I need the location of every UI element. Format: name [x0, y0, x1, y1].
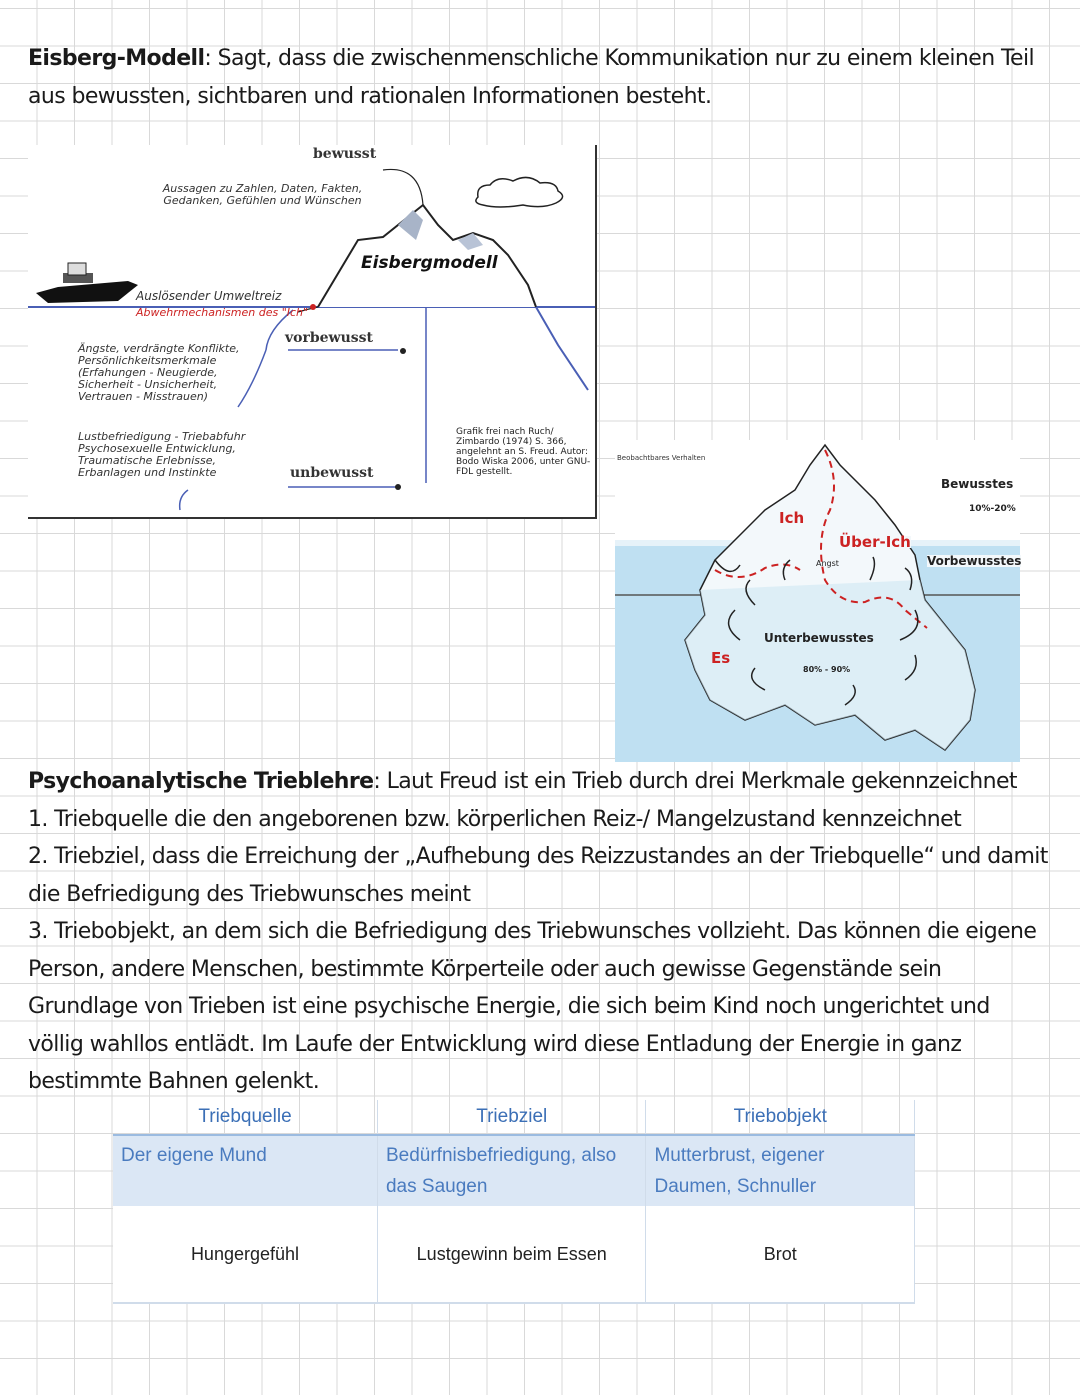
table-cell: Mutterbrust, eigener Daumen, Schnuller [646, 1135, 915, 1206]
trieblehre-item-2: 2. Triebziel, dass die Erreichung der „Aufhebung des Reizzustandes an der Triebquelle“ und damit die Befriedigung des Triebwunsches meint [28, 844, 1048, 907]
trieblehre-closing: Grundlage von Trieben ist eine psychische Energie, die sich beim Kind noch ungerichtet und völlig wahllos entlädt. Im Laufe der Entwicklung wird diese Entladung der Energie in ganz bestimmte Bahnen gelenkt. [28, 994, 990, 1094]
trieb-table [113, 1100, 915, 1304]
label-vorbewusst: vorbewusst [285, 330, 374, 346]
table-header-triebquelle: Triebquelle [113, 1100, 377, 1135]
label-ueber-ich: Über-Ich [839, 533, 911, 551]
table-header-row [113, 1100, 915, 1135]
intro-paragraph [28, 40, 1048, 115]
trieblehre-section [28, 763, 1048, 1101]
table-header-triebobjekt: Triebobjekt [646, 1100, 915, 1135]
intro-heading: Eisberg-Modell [28, 46, 205, 71]
table-header-triebziel: Triebziel [377, 1100, 646, 1135]
table-cell: Brot [646, 1206, 915, 1303]
label-ich: Ich [779, 509, 805, 527]
label-unterbewusstes: Unterbewusstes [764, 631, 874, 645]
label-lustbefriedigung: Lustbefriedigung - Triebabfuhr Psychosexuelle Entwicklung, Traumatische Erlebnisse, Erbanlagen und Instinkte [78, 430, 246, 479]
label-bewusst: bewusst [313, 146, 377, 162]
label-pct-top: 10%-20% [969, 504, 1016, 514]
trieblehre-intro-line [28, 763, 1048, 801]
label-aengste: Ängste, verdrängte Konflikte, Persönlichkeitsmerkmale (Erfahungen - Neugierde, Sicherheit - Unsicherheit, Vertrauen - Misstrauen) [78, 342, 240, 403]
trieblehre-intro: : Laut Freud ist ein Trieb durch drei Merkmale gekennzeichnet [373, 769, 1017, 794]
table-cell: Lustgewinn beim Essen [377, 1206, 646, 1303]
label-pct-bottom: 80% - 90% [803, 665, 851, 674]
label-umweltreiz: Auslösender Umweltreiz [136, 289, 282, 303]
intro-text: : Sagt, dass die zwischenmenschliche Kommunikation nur zu einem kleinen Teil aus bewussten, sichtbaren und rationalen Informationen besteht. [28, 46, 1035, 109]
label-abwehr: Abwehrmechanismen des "Ich" [136, 306, 309, 319]
label-es: Es [711, 649, 731, 667]
label-credit: Grafik frei nach Ruch/ Zimbardo (1974) S. 366, angelehnt an S. Freud. Autor: Bodo Wiska 2006, unter GNU-FDL gestellt. [456, 427, 591, 477]
table-cell: Der eigene Mund [113, 1135, 377, 1206]
table-row [113, 1206, 915, 1303]
trieblehre-item-1: 1. Triebquelle die den angeborenen bzw. körperlichen Reiz-/ Mangelzustand kennzeichnet [28, 806, 962, 832]
label-eisbergmodell-title: Eisbergmodell [361, 253, 498, 273]
label-vorbewusstes: Vorbewusstes [927, 554, 1022, 568]
iceberg-model-diagram [28, 145, 597, 519]
trieblehre-item-3: 3. Triebobjekt, an dem sich die Befriedigung des Triebwunsches vollzieht. Das können die eigene Person, andere Menschen, bestimmte Körperteile oder auch gewisse Gegenstände sein [28, 919, 1037, 982]
label-bewusstes: Bewusstes [941, 477, 1014, 491]
label-angst: Angst [816, 559, 839, 568]
table-cell: Hungergefühl [113, 1206, 377, 1303]
trieblehre-heading: Psychoanalytische Trieblehre [28, 769, 374, 794]
iceberg-instances-diagram [615, 440, 1020, 762]
label-aussagen: Aussagen zu Zahlen, Daten, Fakten, Gedanken, Gefühlen und Wünschen [162, 182, 363, 207]
table-row [113, 1135, 915, 1206]
label-unbewusst: unbewusst [290, 465, 374, 481]
label-observable: Beobachtbares Verhalten [617, 454, 706, 462]
table-cell: Bedürfnisbefriedigung, also das Saugen [377, 1135, 646, 1206]
